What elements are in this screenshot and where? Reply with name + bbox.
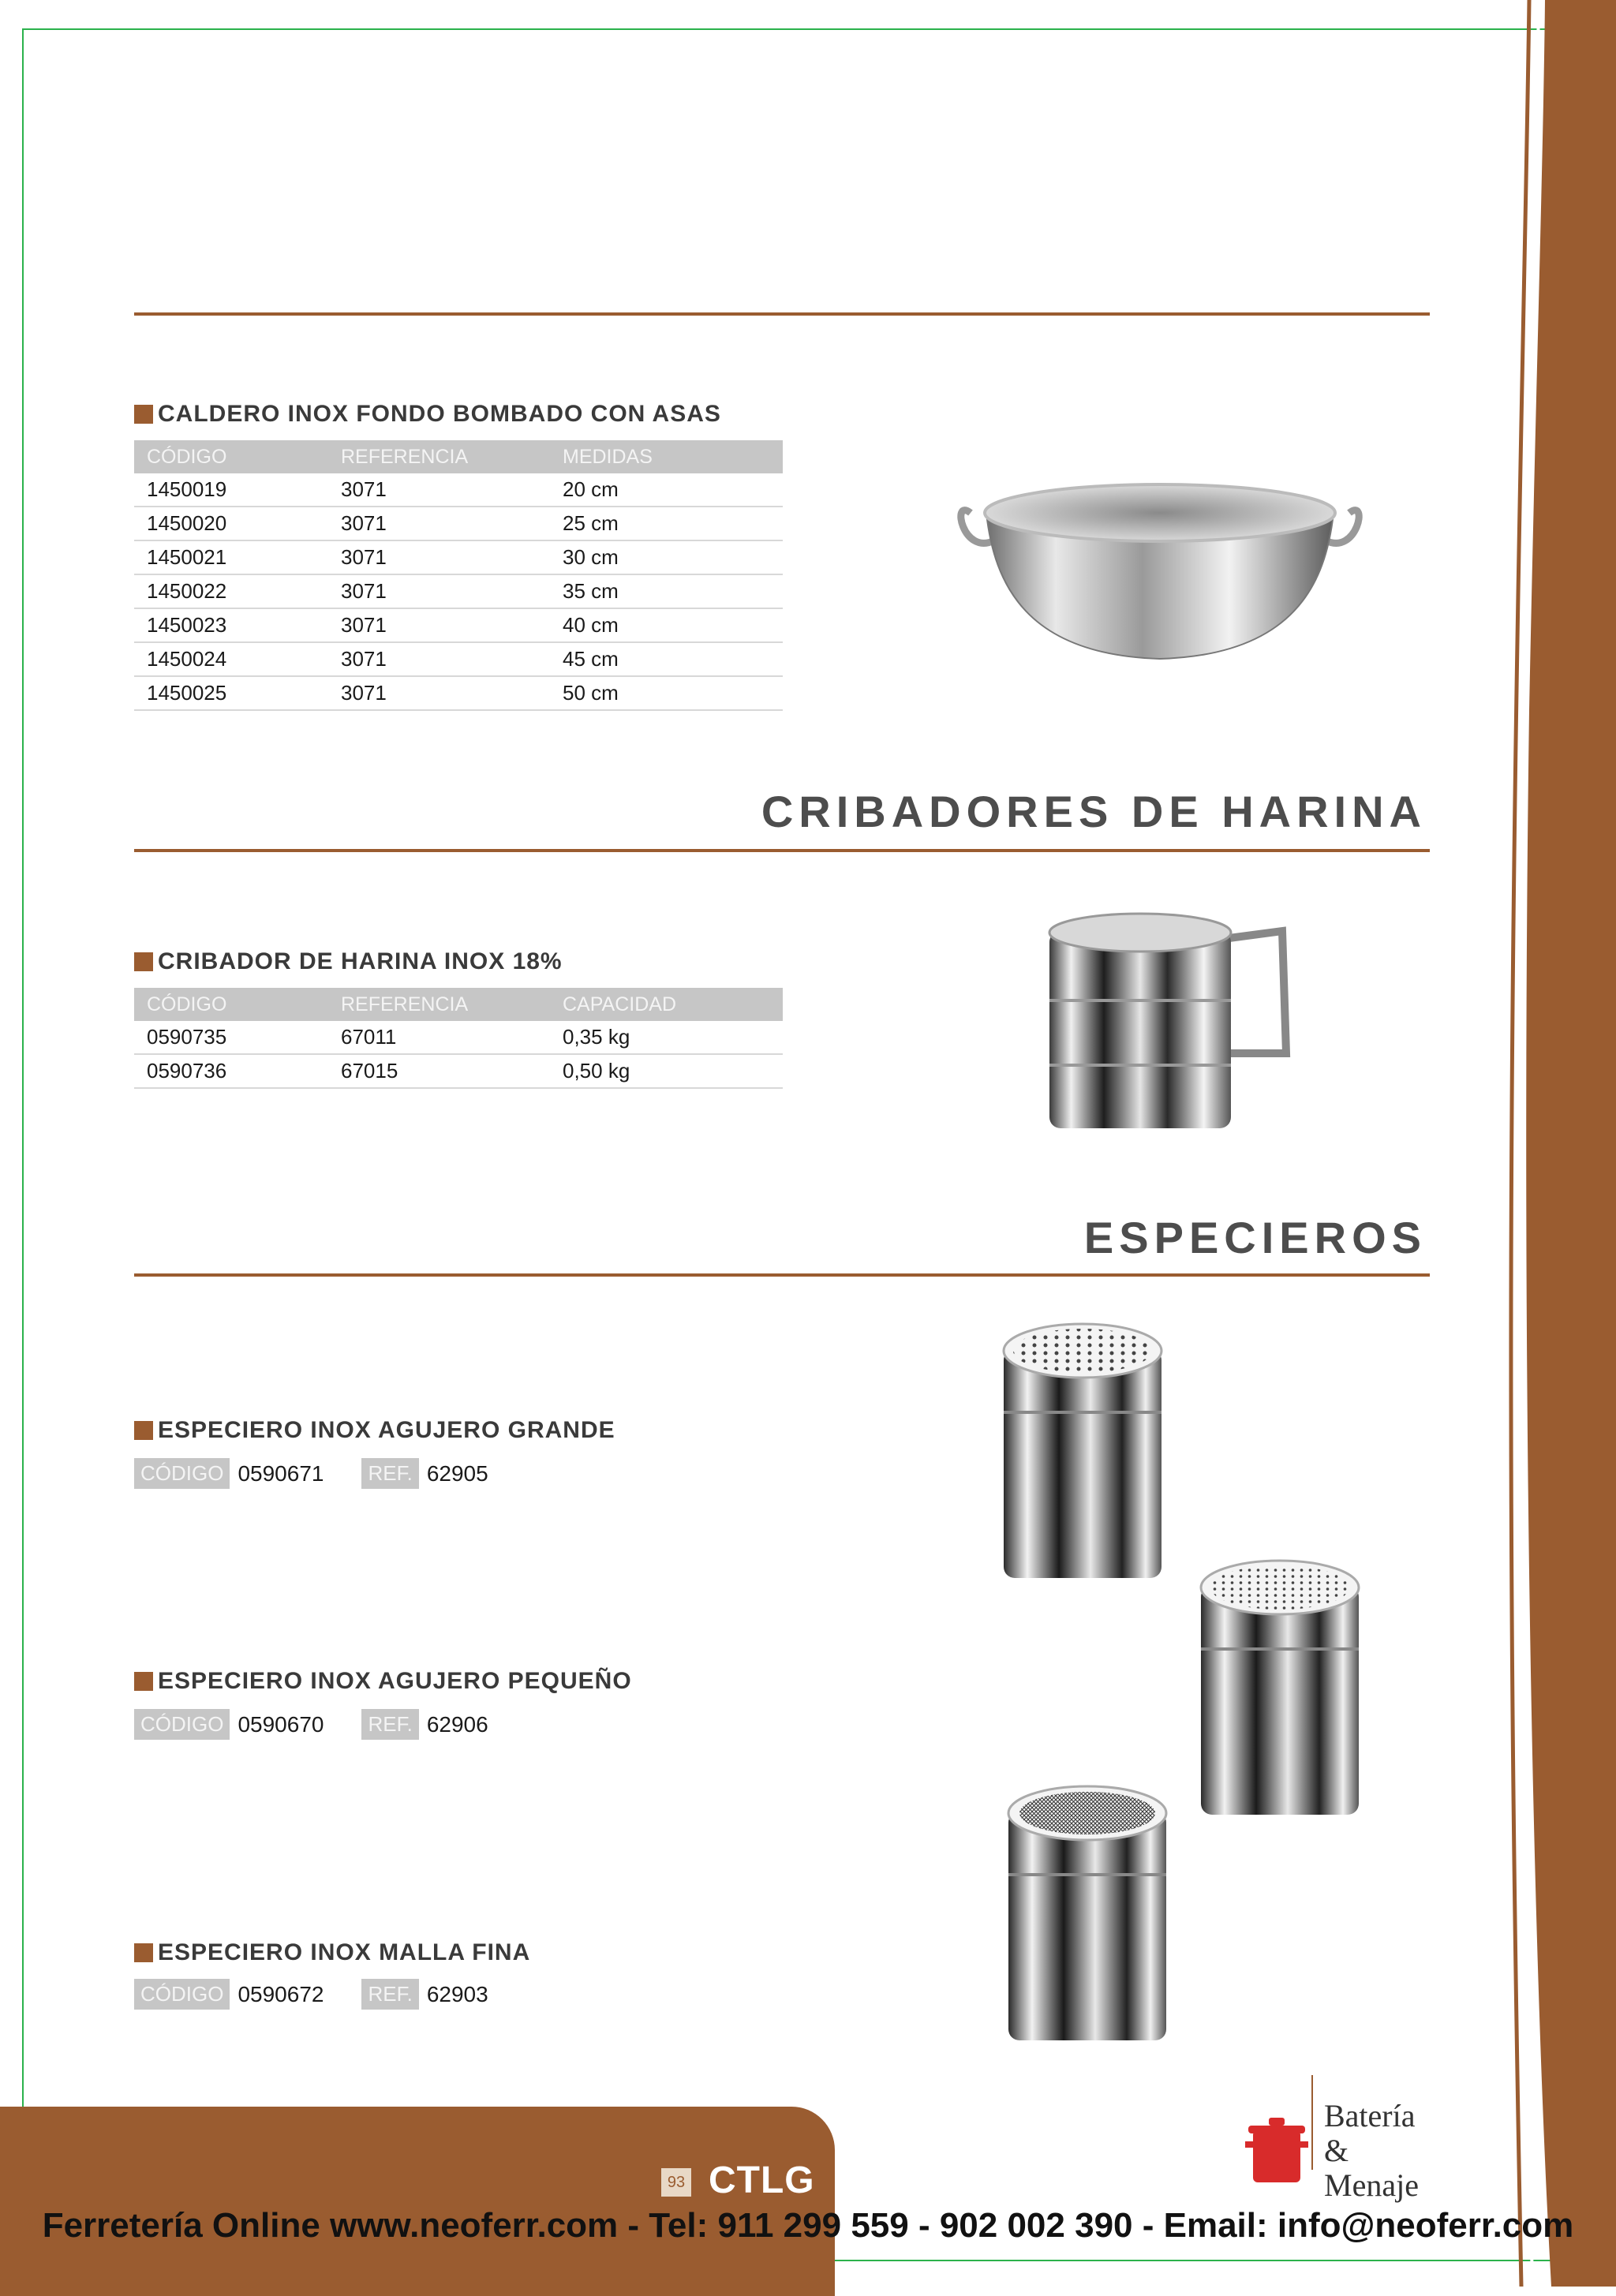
contact-line: Ferretería Online www.neoferr.com - Tel: 911 299 559 - 902 002 390 - Email: info@neoferr.com	[42, 2206, 1574, 2245]
codigo-label: CÓDIGO	[134, 1458, 230, 1489]
cell-codigo: 0590735	[134, 1021, 328, 1054]
cribador-title-text: CRIBADOR DE HARINA INOX 18%	[158, 948, 563, 974]
header-referencia: REFERENCIA	[328, 988, 550, 1021]
table-header-row	[134, 988, 783, 1021]
top-divider	[134, 312, 1430, 316]
table-header-row	[134, 440, 783, 473]
cribador-title	[134, 948, 563, 975]
cell-codigo: 1450021	[134, 540, 328, 574]
header-codigo: CÓDIGO	[134, 988, 328, 1021]
codigo-value: 0590672	[238, 1981, 324, 2006]
brand-line-1: Batería	[1324, 2098, 1416, 2133]
title-bullet-icon	[134, 1943, 153, 1962]
header-medidas: MEDIDAS	[550, 440, 783, 473]
brand-wordmark	[1324, 2099, 1419, 2203]
especiero-grande-title	[134, 1417, 615, 1444]
especiero-pequeno-title	[134, 1668, 632, 1695]
cell-codigo: 1450019	[134, 473, 328, 507]
section-title-cribadores: CRIBADORES DE HARINA	[761, 787, 1427, 836]
cell-codigo: 1450025	[134, 676, 328, 710]
especiero-malla-title-text: ESPECIERO INOX MALLA FINA	[158, 1939, 531, 1965]
brand-divider	[1311, 2075, 1313, 2170]
cell-referencia: 3071	[328, 507, 550, 540]
cell-medidas: 20 cm	[550, 473, 783, 507]
cell-medidas: 35 cm	[550, 574, 783, 608]
especiero-pequeno-title-text: ESPECIERO INOX AGUJERO PEQUEÑO	[158, 1668, 632, 1694]
catalog-label: CTLG	[709, 2160, 815, 2201]
cell-codigo: 1450022	[134, 574, 328, 608]
especiero-malla-title	[134, 1939, 530, 1966]
cell-medidas: 50 cm	[550, 676, 783, 710]
cell-codigo: 0590736	[134, 1054, 328, 1088]
cribador-table	[134, 988, 783, 1089]
title-bullet-icon	[134, 952, 153, 971]
cell-referencia: 67015	[328, 1054, 550, 1088]
ref-label: REF.	[361, 1709, 418, 1740]
table-row	[134, 1054, 783, 1088]
codigo-value: 0590670	[238, 1711, 324, 1737]
title-bullet-icon	[134, 1672, 153, 1691]
especiero-grande-codes	[134, 1458, 488, 1489]
brand-line-3: Menaje	[1324, 2167, 1419, 2203]
cell-codigo: 1450023	[134, 608, 328, 642]
table-row	[134, 540, 783, 574]
ref-label: REF.	[361, 1458, 418, 1489]
page-frame	[22, 28, 1595, 2261]
table-row	[134, 642, 783, 676]
especiero-grande-title-text: ESPECIERO INOX AGUJERO GRANDE	[158, 1417, 615, 1443]
cell-referencia: 3071	[328, 608, 550, 642]
title-bullet-icon	[134, 405, 153, 424]
pot-logo-icon	[1245, 2115, 1308, 2186]
codigo-label: CÓDIGO	[134, 1979, 230, 2010]
caldero-title-text: CALDERO INOX FONDO BOMBADO CON ASAS	[158, 401, 721, 427]
table-row	[134, 507, 783, 540]
title-bullet-icon	[134, 1421, 153, 1440]
table-row	[134, 574, 783, 608]
cribadores-divider	[134, 849, 1430, 852]
cell-referencia: 3071	[328, 676, 550, 710]
cell-referencia: 3071	[328, 574, 550, 608]
table-row	[134, 1021, 783, 1054]
cell-capacidad: 0,35 kg	[550, 1021, 783, 1054]
especiero-malla-codes	[134, 1979, 488, 2010]
cell-medidas: 40 cm	[550, 608, 783, 642]
table-row	[134, 608, 783, 642]
brand-line-2: &	[1324, 2133, 1349, 2168]
ref-value: 62905	[426, 1460, 488, 1486]
cell-referencia: 67011	[328, 1021, 550, 1054]
cell-codigo: 1450024	[134, 642, 328, 676]
section-title-especieros: ESPECIEROS	[1083, 1213, 1427, 1262]
cell-medidas: 45 cm	[550, 642, 783, 676]
ref-label: REF.	[361, 1979, 418, 2010]
cell-referencia: 3071	[328, 540, 550, 574]
side-decorative-band	[1498, 0, 1616, 2287]
page-number: 93	[661, 2168, 691, 2197]
header-codigo: CÓDIGO	[134, 440, 328, 473]
caldero-bowl-image	[955, 466, 1365, 671]
cell-referencia: 3071	[328, 642, 550, 676]
cell-medidas: 30 cm	[550, 540, 783, 574]
header-referencia: REFERENCIA	[328, 440, 550, 473]
especieros-divider	[134, 1273, 1430, 1277]
cell-codigo: 1450020	[134, 507, 328, 540]
header-capacidad: CAPACIDAD	[550, 988, 783, 1021]
cell-capacidad: 0,50 kg	[550, 1054, 783, 1088]
table-row	[134, 676, 783, 710]
caldero-table	[134, 440, 783, 711]
table-row	[134, 473, 783, 507]
caldero-title	[134, 401, 721, 428]
especiero-grande-image	[996, 1318, 1169, 1586]
especiero-malla-image	[1001, 1780, 1174, 2048]
cell-referencia: 3071	[328, 473, 550, 507]
cribador-sifter-image	[1042, 907, 1310, 1136]
cell-medidas: 25 cm	[550, 507, 783, 540]
ref-value: 62903	[426, 1981, 488, 2006]
codigo-label: CÓDIGO	[134, 1709, 230, 1740]
ref-value: 62906	[426, 1711, 488, 1737]
especiero-pequeno-image	[1193, 1554, 1367, 1823]
codigo-value: 0590671	[238, 1460, 324, 1486]
especiero-pequeno-codes	[134, 1709, 488, 1740]
